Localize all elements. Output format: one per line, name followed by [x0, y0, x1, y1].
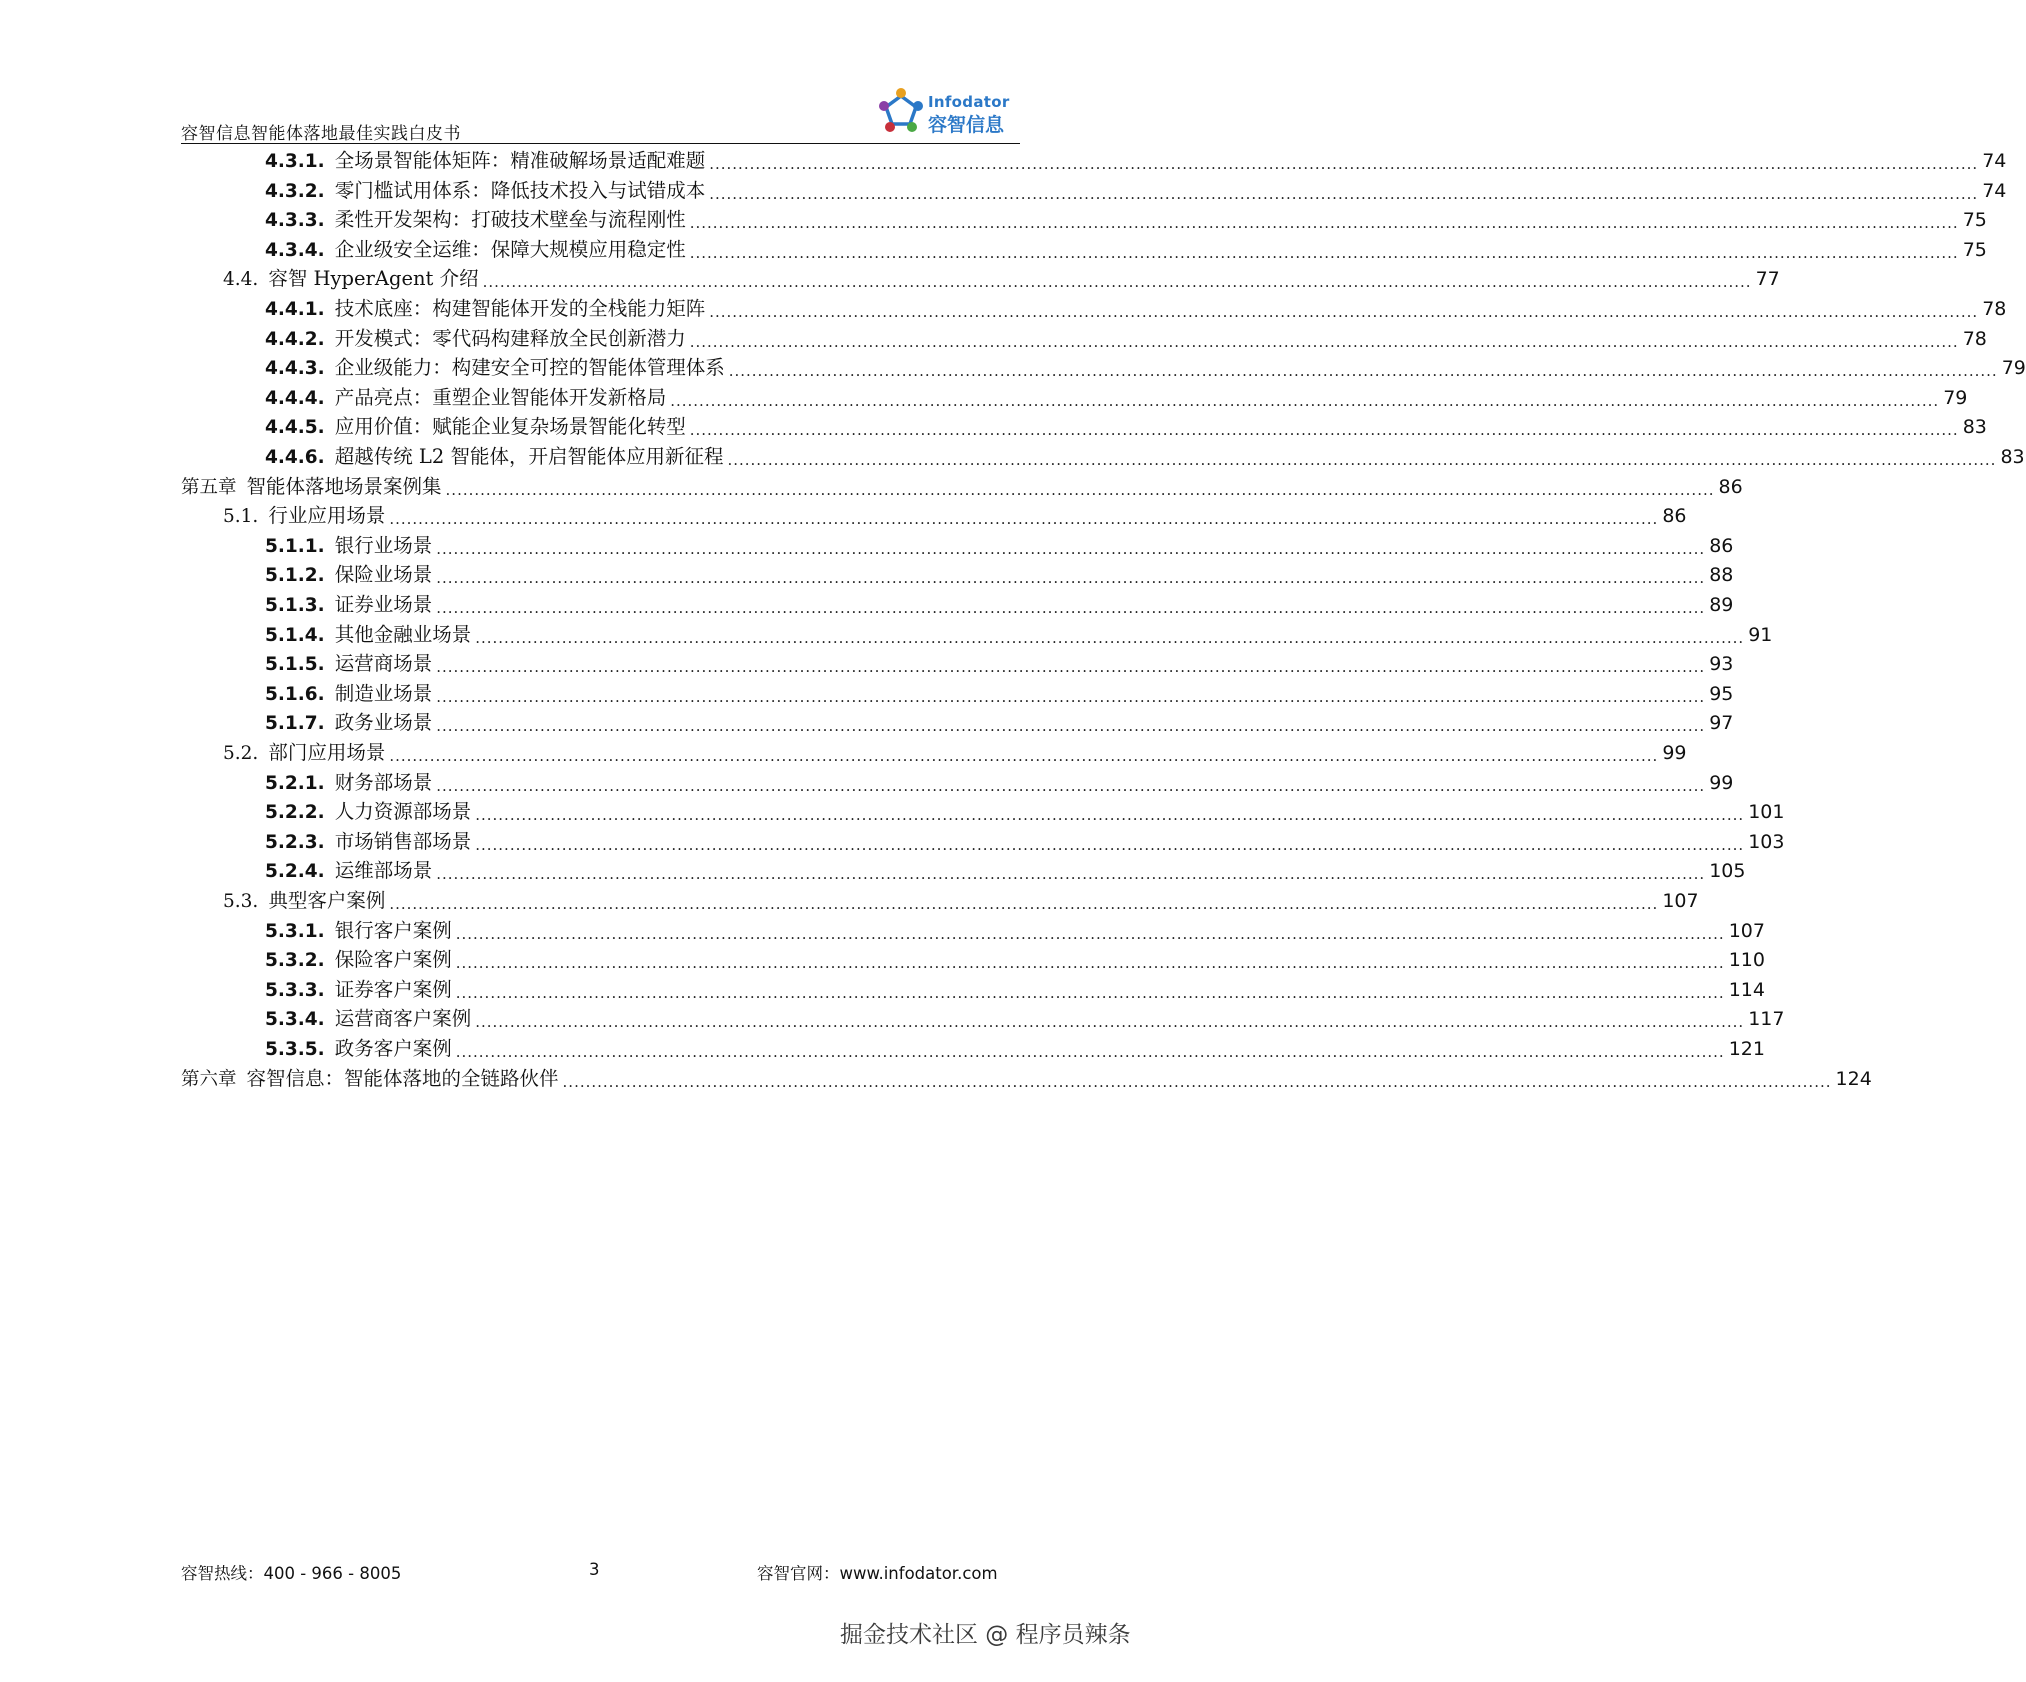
toc-entry-number: 第六章 [181, 1068, 237, 1090]
logo-mark-icon [876, 86, 926, 138]
toc-entry-title: 运维部场景 [334, 859, 433, 883]
toc-dot-leader: ............................................................................................................................................................................................................................ [727, 451, 1997, 469]
toc-entry-page: 86 [1709, 534, 1734, 557]
toc-dot-leader: ............................................................................................................................................................................................................................ [482, 273, 1752, 292]
toc-dot-leader: ............................................................................................................................................................................................................................ [562, 1072, 1832, 1091]
toc-dot-leader: ............................................................................................................................................................................................................................ [436, 687, 1706, 706]
toc-entry-number: 4.3.2. [265, 180, 325, 202]
toc-dot-leader: ............................................................................................................................................................................................................................ [475, 1013, 1745, 1032]
toc-entry-title: 容智 HyperAgent 介绍 [268, 267, 479, 291]
toc-entry-number: 5.1.4. [265, 624, 325, 646]
toc-entry-number: 4.4.3. [265, 358, 325, 380]
toc-entry[interactable] [265, 145, 2007, 175]
toc-dot-leader: ............................................................................................................................................................................................................................ [455, 924, 1725, 943]
toc-dot-leader: ............................................................................................................................................................................................................................ [455, 954, 1725, 973]
toc-entry-title: 产品亮点：重塑企业智能体开发新格局 [334, 385, 667, 409]
toc-entry-title: 全场景智能体矩阵：精准破解场景适配难题 [334, 149, 706, 172]
toc-dot-leader: ............................................................................................................................................................................................................................ [709, 155, 1979, 173]
toc-entry-title: 技术底座：构建智能体开发的全栈能力矩阵 [334, 297, 706, 320]
toc-dot-leader: ............................................................................................................................................................................................................................ [389, 510, 1659, 529]
toc-entry-number: 5.3.2. [265, 950, 325, 972]
toc-entry-page: 78 [1962, 327, 1987, 350]
toc-entry[interactable] [181, 1063, 1872, 1093]
toc-entry-number: 4.4.5. [265, 417, 325, 439]
toc-entry-title: 市场销售部场景 [334, 829, 472, 853]
toc-entry[interactable] [265, 855, 1746, 885]
toc-entry-page: 86 [1662, 505, 1687, 528]
toc-entry[interactable] [223, 500, 1687, 530]
toc-dot-leader: ............................................................................................................................................................................................................................ [455, 983, 1725, 1002]
toc-entry-page: 103 [1748, 830, 1785, 853]
toc-entry-page: 101 [1748, 801, 1785, 824]
footer-hotline: 容智热线：400 - 966 - 8005 [181, 1564, 402, 1583]
toc-entry-page: 107 [1728, 919, 1765, 942]
toc-dot-leader: ............................................................................................................................................................................................................................ [455, 1043, 1725, 1061]
toc-entry-title: 制造业场景 [334, 681, 433, 705]
toc-dot-leader: ............................................................................................................................................................................................................................ [389, 895, 1659, 913]
toc-dot-leader: ............................................................................................................................................................................................................................ [709, 303, 1979, 321]
toc-entry-number: 4.4.4. [265, 387, 325, 409]
toc-entry[interactable] [265, 944, 1765, 974]
toc-entry-number: 5.3.1. [265, 920, 325, 942]
toc-entry-page: 117 [1748, 1008, 1785, 1031]
toc-entry-number: 4.4.6. [265, 447, 325, 468]
toc-entry[interactable] [265, 767, 1734, 797]
toc-entry-number: 5.2. [223, 743, 259, 764]
toc-entry-title: 行业应用场景 [268, 504, 386, 528]
toc-dot-leader: ............................................................................................................................................................................................................................ [436, 776, 1706, 795]
toc-dot-leader: ............................................................................................................................................................................................................................ [436, 569, 1706, 588]
toc-entry-title: 保险业场景 [334, 563, 433, 587]
toc-entry-page: 75 [1962, 209, 1987, 232]
toc-entry-title: 企业级安全运维：保障大规模应用稳定性 [334, 237, 686, 261]
toc-dot-leader: ............................................................................................................................................................................................................................ [689, 243, 1959, 262]
toc-entry[interactable] [265, 382, 1968, 412]
toc-entry-page: 110 [1728, 949, 1765, 972]
toc-entry-number: 4.3.3. [265, 210, 325, 232]
toc-entry[interactable] [265, 589, 1734, 619]
toc-entry-title: 超越传统 L2 智能体，开启智能体应用新征程 [334, 445, 724, 468]
toc-entry-title: 证券业场景 [334, 593, 433, 616]
toc-entry-title: 零门槛试用体系：降低技术投入与试错成本 [334, 178, 706, 202]
toc-entry-page: 99 [1662, 742, 1687, 764]
toc-entry-page: 121 [1728, 1038, 1765, 1060]
toc-entry-title: 运营商场景 [334, 652, 433, 676]
toc-entry-number: 5.1.5. [265, 654, 325, 676]
toc-entry-title: 政务业场景 [334, 711, 433, 735]
toc-entry[interactable] [265, 293, 2007, 323]
toc-entry-page: 91 [1748, 623, 1773, 646]
toc-entry[interactable] [265, 352, 2026, 382]
toc-dot-leader: ............................................................................................................................................................................................................................ [436, 865, 1706, 884]
toc-entry-page: 99 [1709, 771, 1734, 794]
toc-entry[interactable] [265, 441, 2025, 471]
toc-dot-leader: ............................................................................................................................................................................................................................ [689, 214, 1959, 233]
toc-entry-number: 4.4.2. [265, 328, 325, 350]
toc-entry[interactable] [265, 175, 2007, 205]
toc-entry-number: 第五章 [181, 476, 237, 498]
toc-entry-title: 部门应用场景 [268, 741, 386, 764]
toc-entry-title: 人力资源部场景 [334, 800, 472, 824]
toc-entry[interactable] [265, 559, 1734, 589]
toc-entry-number: 5.2.4. [265, 861, 325, 883]
toc-entry-page: 105 [1709, 860, 1746, 883]
toc-entry-number: 5.1.6. [265, 683, 325, 705]
toc-entry-title: 银行业场景 [334, 533, 433, 557]
toc-entry-number: 5.2.3. [265, 831, 325, 853]
toc-entry-title: 财务部场景 [334, 770, 433, 794]
watermark: 掘金技术社区 @ 程序员辣条 [840, 1622, 1131, 1648]
toc-entry-title: 应用价值：赋能企业复杂场景智能化转型 [334, 415, 686, 439]
toc-entry-number: 5.1.3. [265, 595, 325, 616]
toc-entry-page: 107 [1662, 890, 1699, 912]
logo-text-cn: 容智信息 [928, 114, 1005, 136]
toc-entry[interactable] [223, 885, 1699, 915]
toc-entry-page: 74 [1982, 179, 2007, 202]
toc-entry[interactable] [265, 619, 1773, 649]
toc-entry[interactable] [265, 974, 1765, 1004]
toc-entry[interactable] [265, 411, 1987, 441]
toc-entry-page: 95 [1709, 682, 1734, 705]
toc-dot-leader: ............................................................................................................................................................................................................................ [436, 539, 1706, 558]
toc-entry[interactable] [265, 530, 1734, 560]
toc-entry-title: 柔性开发架构：打破技术壁垒与流程刚性 [334, 208, 686, 232]
toc-entry-title: 其他金融业场景 [334, 622, 472, 646]
toc-dot-leader: ............................................................................................................................................................................................................................ [389, 747, 1659, 765]
toc-entry[interactable] [223, 263, 1780, 293]
toc-entry-title: 开发模式：零代码构建释放全民创新潜力 [334, 326, 686, 350]
toc-entry-title: 智能体落地场景案例集 [246, 474, 442, 498]
toc-entry-page: 78 [1982, 298, 2007, 320]
toc-dot-leader: ............................................................................................................................................................................................................................ [689, 421, 1959, 440]
toc-dot-leader: ............................................................................................................................................................................................................................ [475, 628, 1745, 647]
document-title: 容智信息智能体落地最佳实践白皮书 [181, 124, 461, 144]
toc-entry[interactable] [265, 1003, 1785, 1033]
toc-entry-number: 5.1. [223, 506, 259, 528]
toc-entry-number: 5.3.4. [265, 1009, 325, 1031]
toc-entry-page: 79 [2001, 357, 2026, 380]
toc-entry-page: 114 [1728, 978, 1765, 1001]
toc-entry-title: 证券客户案例 [334, 977, 452, 1001]
toc-entry[interactable] [265, 1033, 1765, 1063]
footer-website: 容智官网：www.infodator.com [757, 1564, 998, 1583]
toc-entry[interactable] [265, 204, 1987, 234]
toc-entry-title: 典型客户案例 [268, 889, 386, 912]
toc-dot-leader: ............................................................................................................................................................................................................................ [689, 332, 1959, 351]
toc-entry[interactable] [265, 648, 1734, 678]
toc-dot-leader: ............................................................................................................................................................................................................................ [475, 835, 1745, 854]
footer-page-number: 3 [589, 1560, 600, 1579]
toc-entry-number: 5.1.1. [265, 535, 325, 557]
toc-entry-number: 5.3.3. [265, 979, 325, 1001]
toc-entry-page: 77 [1755, 268, 1780, 291]
toc-dot-leader: ............................................................................................................................................................................................................................ [436, 599, 1706, 617]
toc-dot-leader: ............................................................................................................................................................................................................................ [728, 362, 1998, 381]
toc-entry-number: 4.3.4. [265, 239, 325, 261]
toc-entry-title: 企业级能力：构建安全可控的智能体管理体系 [334, 356, 725, 380]
toc-entry-page: 97 [1709, 712, 1734, 735]
toc-entry-page: 93 [1709, 653, 1734, 676]
toc-entry-page: 83 [1962, 416, 1987, 439]
toc-entry-number: 5.2.1. [265, 772, 325, 794]
toc-dot-leader: ............................................................................................................................................................................................................................ [709, 184, 1979, 203]
toc-entry-page: 88 [1709, 564, 1734, 587]
toc-entry-number: 5.1.2. [265, 565, 325, 587]
toc-dot-leader: ............................................................................................................................................................................................................................ [475, 806, 1745, 825]
toc-entry-number: 5.3. [223, 891, 259, 912]
toc-entry[interactable] [265, 323, 1987, 353]
logo-text-en: Infodator [928, 93, 1010, 111]
toc-entry-number: 4.4. [223, 269, 259, 291]
toc-entry[interactable] [223, 737, 1687, 767]
toc-entry-number: 5.2.2. [265, 802, 325, 824]
toc-entry-title: 保险客户案例 [334, 948, 452, 972]
toc-entry[interactable] [181, 471, 1743, 501]
toc-entry-page: 89 [1709, 594, 1734, 616]
toc-entry-number: 5.3.5. [265, 1039, 325, 1060]
company-logo [876, 86, 1016, 138]
toc-entry-page: 79 [1943, 386, 1968, 409]
toc-dot-leader: ............................................................................................................................................................................................................................ [436, 658, 1706, 677]
toc-entry[interactable] [265, 915, 1765, 945]
toc-entry[interactable] [265, 796, 1785, 826]
toc-entry[interactable] [265, 707, 1734, 737]
toc-entry-number: 4.4.1. [265, 299, 325, 320]
toc-entry-number: 4.3.1. [265, 151, 325, 172]
toc-entry-page: 124 [1835, 1067, 1872, 1090]
header-divider [181, 143, 1020, 144]
toc-entry-title: 运营商客户案例 [334, 1007, 472, 1031]
toc-dot-leader: ............................................................................................................................................................................................................................ [445, 480, 1715, 499]
toc-entry-page: 74 [1982, 150, 2007, 172]
toc-dot-leader: ............................................................................................................................................................................................................................ [670, 391, 1940, 410]
toc-entry-page: 86 [1718, 475, 1743, 498]
toc-entry-number: 5.1.7. [265, 713, 325, 735]
toc-entry-page: 75 [1962, 238, 1987, 261]
toc-entry-title: 容智信息：智能体落地的全链路伙伴 [246, 1066, 559, 1090]
toc-entry[interactable] [265, 234, 1987, 264]
toc-entry-page: 83 [2000, 446, 2025, 468]
toc-entry-title: 银行客户案例 [334, 918, 452, 942]
toc-entry[interactable] [265, 826, 1785, 856]
toc-dot-leader: ............................................................................................................................................................................................................................ [436, 717, 1706, 736]
toc-entry-title: 政务客户案例 [334, 1037, 452, 1060]
toc-entry[interactable] [265, 678, 1734, 708]
